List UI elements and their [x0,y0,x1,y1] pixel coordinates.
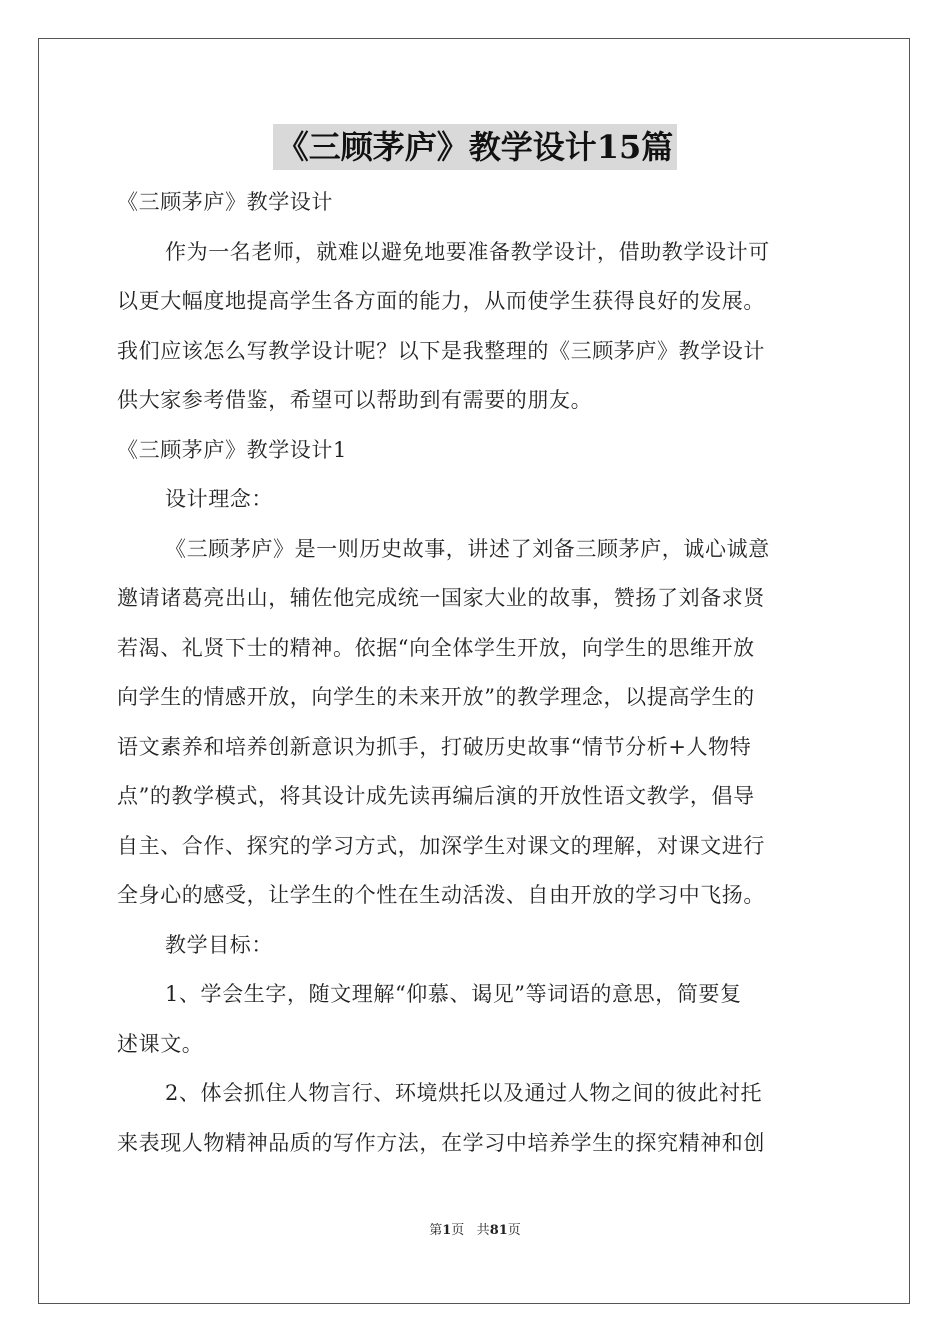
page-suffix: 页 [451,1223,465,1238]
text-line: 述课文。 [117,1031,204,1056]
text-line: 全身心的感受，让学生的个性在生动活泼、自由开放的学习中飞扬。 [117,883,765,907]
text-line: 2、体会抓住人物言行、环境烘托以及通过人物之间的彼此衬托 [165,1081,763,1105]
text-line: 供大家参考借鉴，希望可以帮助到有需要的朋友。 [117,388,593,412]
text-line: 《三顾茅庐》教学设计1 [117,437,347,462]
text-line: 《三顾茅庐》是一则历史故事，讲述了刘备三顾茅庐，诚心诚意 [165,536,770,561]
text-line: 语文素养和培养创新意识为抓手，打破历史故事“情节分析+人物特 [117,734,752,759]
text-line: 1、学会生字，随文理解“仰慕、谒见”等词语的意思，简要复 [165,982,742,1006]
text-line: 设计理念： [165,487,273,511]
total-pages: 81 [489,1223,508,1238]
text-line: 向学生的情感开放，向学生的未来开放”的教学理念，以提高学生的 [117,685,755,709]
document-body [117,178,833,1168]
text-line: 《三顾茅庐》教学设计 [117,190,333,214]
text-line: 点”的教学模式，将其设计成先读再编后演的开放性语文教学，倡导 [117,784,755,808]
text-line: 自主、合作、探究的学习方式，加深学生对课文的理解，对课文进行 [117,833,765,858]
document-title: 《三顾茅庐》教学设计15篇 [273,124,678,170]
text-line: 邀请诸葛亮出山，辅佐他完成统一国家大业的故事，赞扬了刘备求贤 [117,586,765,610]
title-container [0,124,950,170]
text-line: 教学目标： [165,932,273,957]
total-prefix: 共 [476,1223,490,1238]
text-line: 以更大幅度地提高学生各方面的能力，从而使学生获得良好的发展。 [117,289,765,313]
text-line: 作为一名老师，就难以避免地要准备教学设计，借助教学设计可 [165,239,770,264]
text-line: 我们应该怎么写教学设计呢？以下是我整理的《三顾茅庐》教学设计 [117,338,765,363]
text-line: 来表现人物精神品质的写作方法，在学习中培养学生的探究精神和创 [117,1130,765,1155]
page-prefix: 第 [429,1223,443,1238]
page-footer [0,1219,950,1238]
page-number: 1 [442,1223,452,1238]
text-line: 若渴、礼贤下士的精神。依据“向全体学生开放，向学生的思维开放 [117,635,755,660]
total-suffix: 页 [507,1223,521,1238]
